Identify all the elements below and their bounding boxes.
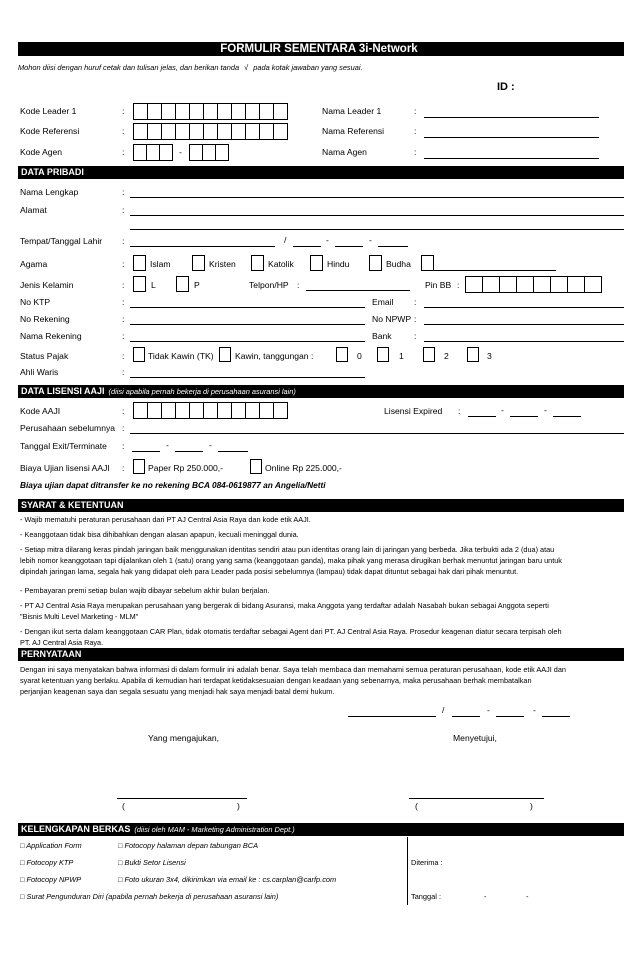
colon: : [122,351,125,361]
ttl-dash-1: - [326,235,329,245]
nama-agen-line[interactable] [424,158,599,159]
kode-referensi-boxes[interactable] [134,123,288,140]
berkas-item[interactable]: □ Surat Pengunduran Diri (apabila pernah bekerja di perusahaan asuransi lain) [20,892,279,901]
perusahaan-label: Perusahaan sebelumnya [20,423,116,433]
colon: : [414,147,417,157]
colon: : [122,367,125,377]
agama-checkbox-kristen[interactable] [192,255,205,271]
ttl-dash-2: - [369,235,372,245]
jk-option-p: P [194,280,200,290]
syarat-line: - Dengan ikut serta dalam keanggotaan CAR Plan, tidak otomatis terdaftar sebagai Agent dari PT. AJ Central Asia Raya. Prosedur keagenan diatur secara terpisah oleh [20,627,562,636]
admin-box-divider [407,837,408,905]
alamat-line-2[interactable] [130,229,624,230]
data-pribadi-title: DATA PRIBADI [21,167,84,177]
tanggal-label: Tanggal : [411,892,441,901]
berkas-item[interactable]: □ Fotocopy halaman depan tabungan BCA [118,841,259,850]
syarat-line: dipindah jaringan lama, segala hak yang didapat oleh para Leader pada posisi sebelumnya (lampau) tidak dapat dituntut sebagai hak dari pihak menuntut. [20,567,519,576]
no-rekening-line[interactable] [130,324,365,325]
bank-label: Bank [372,331,392,341]
data-lisensi-note: (diisi apabila pernah bekerja di perusahaan asuransi lain) [108,387,296,396]
status-pajak-label: Status Pajak [20,351,69,361]
syarat-line: - PT AJ Central Asia Raya merupakan perusahaan yang bergerak di bidang Asuransi, maka Anggota yang terdaftar adalah Nasabah bukan sebagai Anggota seperti [20,601,549,610]
syarat-title: SYARAT & KETENTUAN [21,500,124,510]
telpon-label: Telpon/HP [249,280,289,290]
jk-checkbox-p[interactable] [176,276,189,292]
paren-close: ) [237,801,240,811]
pernyataan-line: Dengan ini saya menyatakan bahwa informasi di dalam formulir ini adalah benar. Saya telah membaca dan memahami semua peraturan perusahaan, kode etik AAJI dan [20,665,566,674]
pernyataan-slash: / [442,705,445,715]
biaya-label: Biaya Ujian lisensi AAJI [20,463,110,473]
telpon-line[interactable] [306,290,410,291]
pin-bb-label: Pin BB [425,280,452,290]
syarat-line: - Wajib mematuhi peraturan perusahaan dari PT AJ Central Asia Raya dan kode etik AAJI. [20,515,311,524]
colon: : [414,331,417,341]
status-checkbox-kawin[interactable] [219,347,231,362]
nama-leader-line[interactable] [424,117,599,118]
status-option-tk: Tidak Kawin (TK) [148,351,214,361]
jenis-kelamin-label: Jenis Kelamin [20,280,74,290]
agama-option-katolik: Katolik [268,259,294,269]
tgl-lahir-day[interactable] [293,246,321,247]
tempat-pernyataan-line[interactable] [348,716,436,717]
syarat-line: - Keanggotaan tidak bisa dihibahkan dengan alasan apapun, kecuali meninggal dunia. [20,530,299,539]
jk-option-l: L [151,280,156,290]
bank-line[interactable] [424,341,624,342]
exit-dash-2: - [209,440,212,450]
agama-checkbox-budha[interactable] [369,255,382,271]
syarat-line: lebih nomor keanggotaan tapi dijalankan oleh 1 (satu) orang yang sama (keanggotaan ganda), maka pihak yang merasa dirugikan berhak menuntut jaringan baru untuk [20,556,562,565]
pernyataan-dash-1: - [487,705,490,715]
colon: : [122,236,125,246]
tanggungan-checkbox-2[interactable] [423,347,435,362]
agama-option-kristen: Kristen [209,259,236,269]
colon: : [122,441,125,451]
instruction-text [18,62,363,73]
colon: : [122,297,125,307]
pernyataan-line: perjanjian keagenan saya dan segala sesuatu yang menjadi hak saya menjadi batal demi hukum. [20,687,335,696]
biaya-option-online: Online Rp 225.000,- [265,463,342,473]
expired-dash-2: - [544,405,547,415]
agama-label: Agama [20,259,48,269]
syarat-header [18,499,624,512]
exit-day[interactable] [132,451,160,452]
agama-other-line[interactable] [434,270,556,271]
status-option-kawin: Kawin, tanggungan : [235,351,314,361]
kelengkapan-note: (diisi oleh MAM - Marketing Administration Dept.) [134,825,295,834]
biaya-option-paper: Paper Rp 250.000,- [148,463,224,473]
tanggungan-option-0: 0 [357,351,362,361]
nama-rekening-line[interactable] [130,341,365,342]
expired-day[interactable] [468,416,496,417]
no-npwp-label: No NPWP [372,314,412,324]
colon: : [122,126,125,136]
pernyataan-header [18,648,624,661]
email-line[interactable] [424,307,624,308]
biaya-checkbox-paper[interactable] [133,459,145,474]
kode-leader-boxes[interactable] [134,103,288,120]
jk-checkbox-l[interactable] [133,276,146,292]
alamat-label: Alamat [20,205,47,215]
nama-referensi-label: Nama Referensi [322,126,385,136]
paren-open: ( [122,801,125,811]
ttl-label: Tempat/Tanggal Lahir [20,236,103,246]
instruction-start: Mohon diisi dengan huruf cetak dan tulisan jelas, dan berikan tanda [18,63,240,72]
tempat-lahir-line[interactable] [130,246,275,247]
instruction-end: pada kotak jawaban yang sesuai. [253,63,363,72]
no-npwp-line[interactable] [424,324,624,325]
diterima-label: Diterima : [411,858,443,867]
kelengkapan-title: KELENGKAPAN BERKAS [21,824,131,834]
kode-agen-boxes-1[interactable] [134,144,173,161]
kode-agen-label: Kode Agen [20,147,63,157]
syarat-line: PT. AJ Central Asia Raya. [20,638,104,647]
colon: : [457,280,460,290]
colon: : [414,106,417,116]
colon: : [122,106,125,116]
ahli-waris-label: Ahli Waris [20,367,59,377]
berkas-item[interactable]: □ Foto ukuran 3x4, dikirimkan via email ke : cs.carplan@carfp.com [118,875,337,884]
menyetujui-label: Menyetujui, [453,733,497,743]
kode-leader-label: Kode Leader 1 [20,106,77,116]
kelengkapan-header [18,823,624,836]
signature-line-approver[interactable] [409,798,544,799]
tanggungan-option-3: 3 [487,351,492,361]
tanggal-dash-2: - [526,892,529,901]
colon: : [122,406,125,416]
pernyataan-dash-2: - [533,705,536,715]
no-ktp-line[interactable] [130,307,365,308]
syarat-line: "Bisnis Multi Level Marketing - MLM" [20,612,139,621]
tanggungan-option-1: 1 [399,351,404,361]
agama-checkbox-katolik[interactable] [251,255,264,271]
email-label: Email [372,297,394,307]
colon: : [122,259,125,269]
no-rekening-label: No Rekening [20,314,70,324]
tgl-lahir-month[interactable] [335,246,363,247]
transfer-note: Biaya ujian dapat ditransfer ke no rekening BCA 084-0619877 an Angelia/Netti [20,480,326,490]
nama-leader-label: Nama Leader 1 [322,106,382,116]
syarat-line: - Setiap mitra dilarang keras pindah jaringan baik menggunakan identitas sendiri atau pun identitas orang lain di jaringan yang berbeda. Jika terbukti ada 2 (dua) atau [20,545,555,554]
nama-agen-label: Nama Agen [322,147,367,157]
agama-option-budha: Budha [386,259,411,269]
nama-rekening-label: Nama Rekening [20,331,82,341]
syarat-text [20,514,620,648]
kode-referensi-label: Kode Referensi [20,126,80,136]
paren-open: ( [415,801,418,811]
berkas-item[interactable]: □ Application Form [20,841,82,850]
expired-dash-1: - [501,405,504,415]
tanggungan-checkbox-0[interactable] [336,347,348,362]
colon: : [122,331,125,341]
colon: : [414,126,417,136]
no-ktp-label: No KTP [20,297,51,307]
agama-checkbox-other[interactable] [421,255,434,271]
pernyataan-day[interactable] [452,716,480,717]
biaya-checkbox-online[interactable] [250,459,262,474]
agama-checkbox-hindu[interactable] [310,255,323,271]
pernyataan-line: syarat ketentuan yang berlaku. Apabila di kemudian hari terdapat ketidaksesuaian dengan keadaan yang sebenarnya, maka perusahaan berhak membatalkan [20,676,532,685]
expired-month[interactable] [510,416,538,417]
berkas-item[interactable]: □ Bukti Setor Lisensi [118,858,186,867]
colon: : [122,147,125,157]
nama-referensi-line[interactable] [424,137,599,138]
colon: : [122,314,125,324]
tgl-lahir-year[interactable] [378,246,408,247]
data-pribadi-header [18,166,624,179]
tanggungan-checkbox-3[interactable] [467,347,479,362]
alamat-line-1[interactable] [130,215,624,216]
data-lisensi-header [18,385,624,398]
syarat-line: - Pembayaran premi setiap bulan wajib dibayar sebelum akhir bulan berjalan. [20,586,270,595]
id-label: ID : [497,81,515,93]
agama-checkbox-islam[interactable] [133,255,146,271]
nama-lengkap-label: Nama Lengkap [20,187,79,197]
kode-aaji-label: Kode AAJI [20,406,61,416]
pernyataan-text [20,664,620,697]
status-checkbox-tk[interactable] [133,347,145,362]
pernyataan-month[interactable] [496,716,524,717]
signature-line-applicant[interactable] [117,798,247,799]
tanggungan-option-2: 2 [444,351,449,361]
berkas-item[interactable]: □ Fotocopy NPWP [20,875,82,884]
exit-year[interactable] [218,451,248,452]
nama-lengkap-line[interactable] [130,197,624,198]
expired-year[interactable] [553,416,581,417]
colon: : [414,297,417,307]
pernyataan-year[interactable] [542,716,570,717]
agama-option-hindu: Hindu [327,259,350,269]
pernyataan-title: PERNYATAAN [21,649,82,659]
pin-bb-boxes[interactable] [466,276,602,293]
yang-mengajukan-label: Yang mengajukan, [148,733,220,743]
kode-aaji-boxes[interactable] [134,402,288,419]
colon: : [458,406,461,416]
colon: : [122,187,125,197]
exit-month[interactable] [175,451,203,452]
colon: : [122,423,125,433]
tanggungan-checkbox-1[interactable] [377,347,389,362]
colon: : [122,280,125,290]
exit-dash-1: - [166,440,169,450]
data-lisensi-title: DATA LISENSI AAJI [21,386,105,396]
ahli-waris-line[interactable] [130,377,365,378]
check-mark: √ [244,63,249,72]
ttl-slash: / [284,235,287,245]
colon: : [122,205,125,215]
paren-close: ) [530,801,533,811]
perusahaan-line[interactable] [130,433,624,434]
form-title: FORMULIR SEMENTARA 3i-Network [220,43,418,55]
colon: : [414,314,417,324]
tanggal-dash-1: - [484,892,487,901]
colon: : [297,280,300,290]
berkas-item[interactable]: □ Fotocopy KTP [20,858,74,867]
agama-option-islam: Islam [150,259,171,269]
lisensi-expired-label: Lisensi Expired [384,406,443,416]
kode-agen-dash: - [179,147,182,157]
kode-agen-boxes-2[interactable] [190,144,229,161]
tanggal-exit-label: Tanggal Exit/Terminate [20,441,107,451]
colon: : [122,463,125,473]
